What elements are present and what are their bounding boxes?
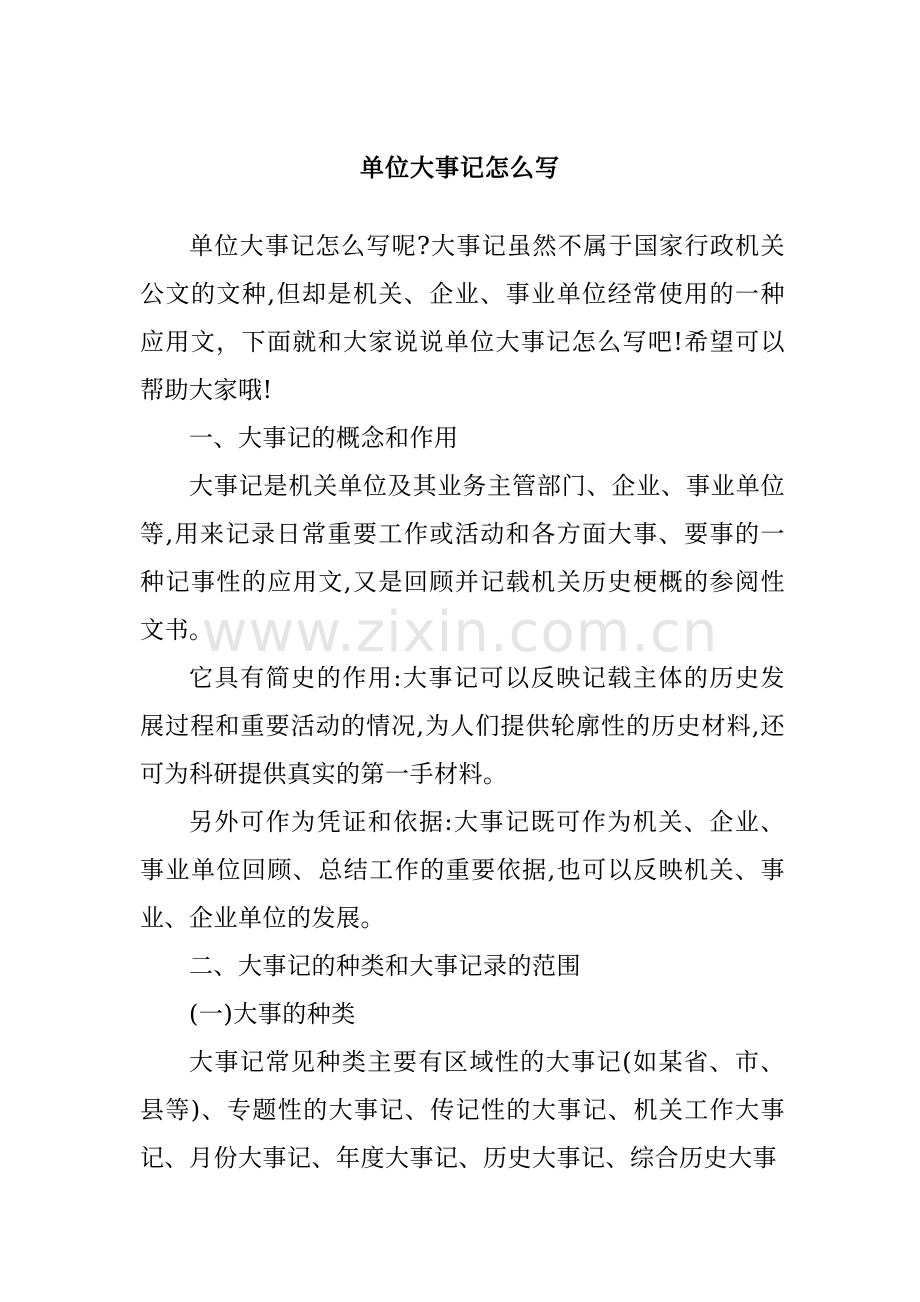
subheading-types: (一)大事的种类	[189, 1000, 356, 1028]
paragraph-types-list: 大事记常见种类主要有区域性的大事记(如某省、市、县等)、专题性的大事记、传记性的大事记、机关工作大事记、月份大事记、年度大事记、历史大事记、综合历史大事	[140, 1048, 785, 1172]
paragraph-intro: 单位大事记怎么写呢?大事记虽然不属于国家行政机关公文的文种,但却是机关、企业、事业单位经常使用的一种应用文，下面就和大家说说单位大事记怎么写吧!希望可以帮助大家哦!	[140, 232, 785, 404]
watermark: www.zixin.com.cn	[201, 600, 719, 665]
paragraph-definition: 大事记是机关单位及其业务主管部门、企业、事业单位等,用来记录日常重要工作或活动和各方面大事、要事的一种记事性的应用文,又是回顾并记载机关历史梗概的参阅性文书。	[140, 472, 785, 644]
paragraph-history-function: 它具有简史的作用:大事记可以反映记载主体的历史发展过程和重要活动的情况,为人们提供轮廓性的历史材料,还可为科研提供真实的第一手材料。	[140, 664, 785, 788]
heading-types-and-scope: 二、大事记的种类和大事记录的范围	[189, 952, 581, 980]
paragraph-evidence-basis: 另外可作为凭证和依据:大事记既可作为机关、企业、事业单位回顾、总结工作的重要依据,也可以反映机关、事业、企业单位的发展。	[140, 808, 785, 932]
heading-concept-and-function: 一、大事记的概念和作用	[189, 424, 459, 452]
document-title: 单位大事记怎么写	[360, 153, 560, 182]
